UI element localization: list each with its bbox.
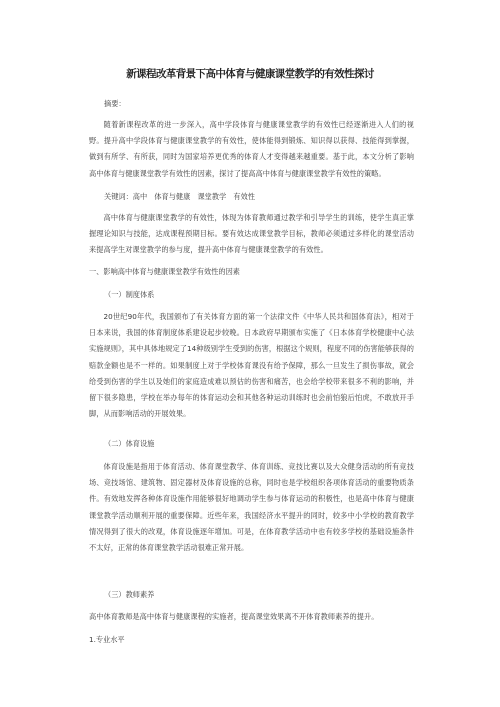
keywords-line: 关键词：高中 体育与健康 课堂教学 有效性	[104, 192, 255, 201]
document-title: 新课程改革背景下高中体育与健康课堂教学的有效性探讨	[126, 68, 374, 80]
list-item-heading: 1.专业水平	[89, 635, 125, 644]
paragraph-system: 20世纪90年代，我国颁布了有关体育方面的第一个法律文件《中华人民共和国体育法》，相对于日本来说，我国的体育制度体系建设起步较晚。日本政府早期颁布实施了《日本体育学校健康中心法实施规则》，其中具体地规定了14种级别学生受到的伤害，根据这个规则，程度不同的伤害能够获得的赔款金额也是不一样的。如果制度上对于学校体育课没有给予保障，那么一旦发生了损伤事故，就会给受到伤害的学生以及她们的家庭造成难以预估的伤害和痛苦，也会给学校带来很多不利的影响，并留下很多隐患，学校在举办每年的体育运动会和其他各种运动训练时也会前怕狼后怕虎，不敢放开手脚，从而影响活动的开展效果。	[89, 312, 414, 419]
intro-paragraph: 高中体育与健康课堂教学的有效性，体现为体育教师通过教学和引导学生的训练，使学生真正掌握理论知识与技能，达成课程预期目标。要有效达成课堂教学目标，教师必须通过多样化的课堂活动来提高学生对课堂教学的参与度，提升高中体育与健康课堂教学的有效性。	[89, 213, 414, 255]
subsection-heading-3: （三）教师素养	[104, 590, 155, 599]
paragraph-teacher: 高中体育教师是高中体育与健康课程的实施者，提高课堂效果离不开体育教师素养的提升。	[89, 612, 379, 621]
abstract-paragraph: 随着新课程改革的进一步深入，高中学段体育与健康课堂教学的有效性已经逐渐进入人们的视野。提升高中学段体育与健康课堂教学的有效性，使体能得到锻炼、知识得以获得、技能得到掌握，做到有所学、有所获，同时为国家培养更优秀的体育人才变得越来越重要。基于此，本文分析了影响高中体育与健康课堂教学有效性的因素，探讨了提高高中体育与健康课堂教学有效性的策略。	[89, 120, 414, 178]
abstract-label: 摘要：	[104, 99, 126, 108]
section-heading-1: 一、影响高中体育与健康课堂教学有效性的因素	[89, 267, 240, 276]
paragraph-facilities: 体育设施是指用于体育活动、体育课堂教学、体育训练、竞技比赛以及大众健身活动的所有竞技场、竞技场馆、建筑物、固定器材及体育设施的总称，同时也是学校组织各项体育活动的重要物质条件。有效地发挥各种体育设施作用能够很好地调动学生参与体育运动的积极性，也是高中体育与健康课堂教学活动顺利开展的重要保障。近些年来，我国经济水平提升的同时，较多中小学校的教育教学情况得到了很大的改观，体育设施逐年增加。可是，在体育教学活动中也有较多学校的基础设施条件不太好，正常的体育课堂教学活动很难正常开展。	[89, 462, 414, 553]
subsection-heading-1: （一）制度体系	[104, 290, 155, 299]
subsection-heading-2: （二）体育设施	[104, 439, 155, 448]
